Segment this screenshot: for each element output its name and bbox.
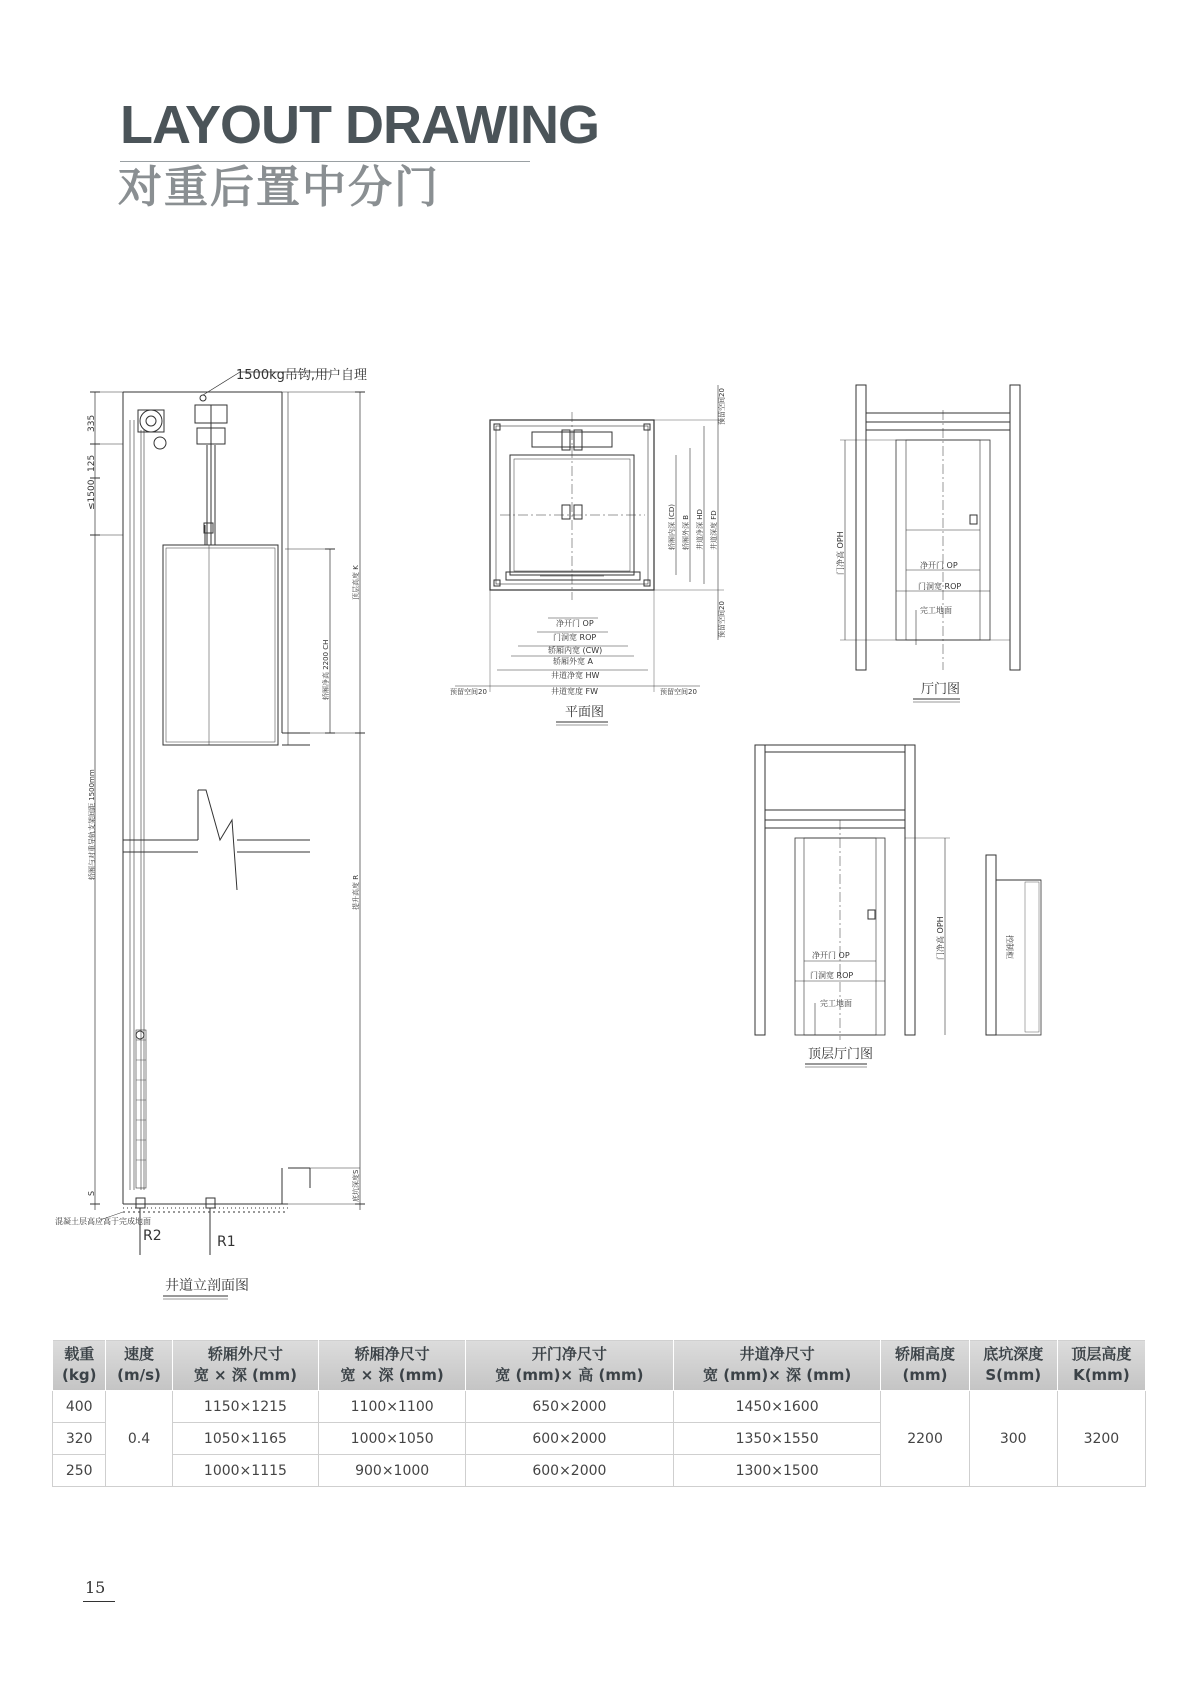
- hall-caption: 厅门图: [921, 682, 961, 697]
- plan-reserve-right: 预留空间20: [660, 688, 697, 696]
- col-pit-depth: 底坑深度 S(mm): [969, 1340, 1057, 1391]
- cell-shaft: 1450×1600: [673, 1391, 881, 1423]
- plan-dim-cd: 轿厢内深 (CD): [668, 504, 676, 550]
- dim-car-height: 轿厢净高 2200 CH: [322, 639, 330, 700]
- col-door: 开门净尺寸 宽 (mm)× 高 (mm): [466, 1340, 674, 1391]
- hall-door-view: [835, 385, 1020, 702]
- plan-view: [450, 385, 726, 725]
- plan-dim-fd: 井道深度 FD: [710, 510, 718, 550]
- cell-car-outer: 1000×1115: [172, 1455, 319, 1487]
- plan-dim-hd: 井道净深 HD: [696, 509, 704, 550]
- cell-car-inner: 1000×1050: [319, 1423, 466, 1455]
- table-row: [53, 1391, 1146, 1423]
- dim-landing: 轿厢与对重导轨支架间距 1500mm: [88, 769, 96, 880]
- hall-oph: 门净高 OPH: [836, 531, 845, 575]
- cell-shaft: 1350×1550: [673, 1423, 881, 1455]
- col-headroom: 顶层高度 K(mm): [1057, 1340, 1145, 1391]
- cell-shaft: 1300×1500: [673, 1455, 881, 1487]
- plan-reserve-left: 预留空间20: [450, 688, 487, 696]
- cell-car-outer: 1150×1215: [172, 1391, 319, 1423]
- plan-dim-cw: 轿厢内宽 (CW): [548, 646, 603, 655]
- plan-dim-rop: 门洞宽 ROP: [553, 633, 597, 642]
- col-load: 载重 (kg): [53, 1340, 106, 1391]
- col-car-height: 轿厢高度 (mm): [881, 1340, 969, 1391]
- col-car-outer: 轿厢外尺寸 宽 × 深 (mm): [172, 1340, 319, 1391]
- cell-car-outer: 1050×1165: [172, 1423, 319, 1455]
- dim-125: 125: [87, 454, 97, 472]
- plan-dim-op: 净开门 OP: [556, 619, 594, 628]
- cell-pit-depth: 300: [969, 1391, 1057, 1487]
- pit-note: 混凝土层高应高于完成地面: [55, 1217, 151, 1226]
- top-door-caption: 顶层厅门图: [808, 1047, 874, 1062]
- top-oph: 门净高 OPH: [936, 916, 945, 960]
- page-number: 15: [85, 1578, 106, 1597]
- section-caption: 井道立剖面图: [165, 1278, 249, 1294]
- label-r1: R1: [217, 1234, 236, 1250]
- page-number-underline: [83, 1601, 115, 1602]
- dim-1500: ≤1500: [87, 479, 97, 510]
- cell-load: 250: [53, 1455, 106, 1487]
- dim-s: S: [87, 1190, 96, 1196]
- hall-op: 净开门 OP: [920, 561, 958, 570]
- plan-dim-a: 轿厢外宽 A: [553, 657, 594, 666]
- cell-load: 400: [53, 1391, 106, 1423]
- spec-table-header: [53, 1340, 1146, 1391]
- cell-door: 600×2000: [466, 1455, 674, 1487]
- cell-speed: 0.4: [106, 1391, 172, 1487]
- page-subtitle: 对重后置中分门: [118, 162, 440, 213]
- cell-load: 320: [53, 1423, 106, 1455]
- shaft-section-view: [55, 368, 367, 1299]
- col-car-inner: 轿厢净尺寸 宽 × 深 (mm): [319, 1340, 466, 1391]
- cell-door: 650×2000: [466, 1391, 674, 1423]
- cell-door: 600×2000: [466, 1423, 674, 1455]
- plan-reserve-bottom: 预留空间20: [718, 601, 726, 638]
- cell-car-height: 2200: [881, 1391, 969, 1487]
- dim-travel: 提升高度 R: [352, 874, 360, 910]
- label-r2: R2: [143, 1228, 162, 1244]
- hall-rop: 门洞宽 ROP: [918, 582, 962, 591]
- cell-headroom: 3200: [1057, 1391, 1145, 1487]
- top-rop: 门洞宽 ROP: [810, 971, 854, 980]
- hook-note: 1500kg吊钩,用户自理: [236, 368, 367, 383]
- page-title: LAYOUT DRAWING: [120, 95, 600, 155]
- plan-reserve-top: 预留空间20: [718, 388, 726, 425]
- dim-335: 335: [87, 414, 97, 432]
- top-floor-door-view: [755, 745, 1041, 1067]
- col-shaft: 井道净尺寸 宽 (mm)× 深 (mm): [673, 1340, 881, 1391]
- plan-dim-fw: 井道宽度 FW: [551, 687, 599, 696]
- top-op: 净开门 OP: [812, 951, 850, 960]
- hall-floor: 完工地面: [920, 606, 952, 615]
- dim-pit: 底坑深度S: [352, 1169, 360, 1202]
- cell-car-inner: 1100×1100: [319, 1391, 466, 1423]
- spec-table: [52, 1339, 1146, 1487]
- cell-car-inner: 900×1000: [319, 1455, 466, 1487]
- dim-headroom: 顶层高度 K: [352, 565, 360, 600]
- plan-caption: 平面图: [565, 705, 605, 720]
- top-side-label: 控制柜: [1005, 935, 1014, 959]
- plan-dim-hw: 井道净宽 HW: [551, 671, 600, 680]
- plan-dim-b: 轿厢外深 B: [682, 514, 690, 550]
- top-floor: 完工地面: [820, 999, 852, 1008]
- col-speed: 速度 (m/s): [106, 1340, 172, 1391]
